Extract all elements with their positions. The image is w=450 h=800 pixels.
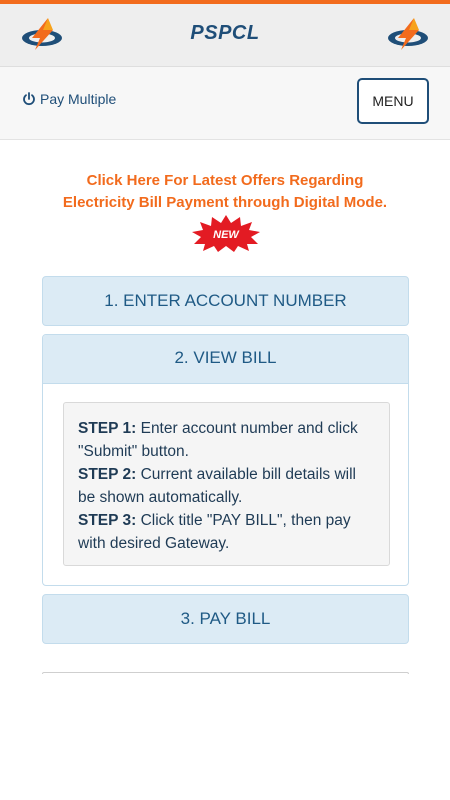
view-bill-panel: [42, 334, 409, 586]
new-badge-text: NEW: [213, 229, 239, 241]
step-2: STEP 2: Current available bill details will be shown automatically.: [78, 466, 356, 506]
action-bar: [0, 67, 450, 140]
new-burst-icon: [190, 213, 262, 253]
offer-line-2: Electricity Bill Payment through Digital Mode.: [62, 194, 388, 211]
offer-line-1: Click Here For Latest Offers Regarding: [86, 172, 364, 189]
view-bill-header[interactable]: 2. VIEW BILL: [43, 335, 408, 384]
step-3: STEP 3: Click title "PAY BILL", then pay with desired Gateway.: [78, 512, 351, 552]
menu-button[interactable]: MENU: [357, 78, 429, 124]
steps-box: [63, 402, 390, 566]
latest-offers-link[interactable]: [20, 170, 430, 214]
power-icon: [22, 92, 36, 106]
enter-account-number-panel[interactable]: 1. ENTER ACCOUNT NUMBER: [42, 276, 409, 326]
pay-bill-panel[interactable]: 3. PAY BILL: [42, 594, 409, 644]
pay-multiple-label: Pay Multiple: [40, 91, 117, 107]
pay-multiple-link[interactable]: [22, 91, 116, 107]
pspcl-logo-icon: [386, 16, 432, 52]
next-panel-edge: [42, 672, 409, 674]
app-header: [0, 4, 450, 67]
step-1: STEP 1: Enter account number and click "Submit" button.: [78, 420, 358, 460]
app-title: PSPCL: [190, 22, 260, 44]
